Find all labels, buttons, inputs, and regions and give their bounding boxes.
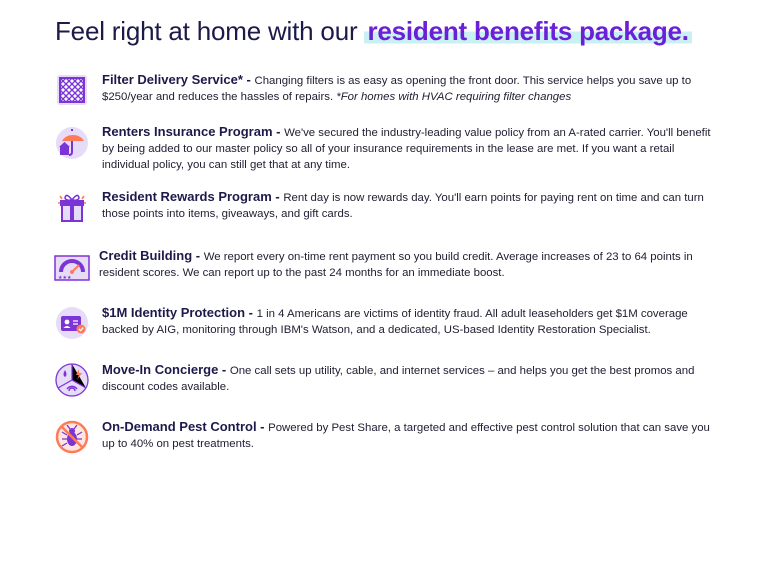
benefit-title: Move-In Concierge - [102, 362, 230, 377]
air-filter-icon [54, 72, 90, 108]
benefit-title: Filter Delivery Service* - [102, 72, 255, 87]
benefit-description: Powered by Pest Share, a targeted and effective pest control solution that can save you up to 40% on pest treatments. [102, 422, 710, 450]
benefit-text [102, 124, 722, 173]
headline-prefix: Feel right at home with our [55, 16, 365, 46]
benefit-text [99, 248, 719, 281]
umbrella-house-icon [54, 124, 90, 160]
benefit-footnote: *For homes with HVAC requiring filter changes [336, 91, 572, 103]
benefit-description: 1 in 4 Americans are victims of identity fraud. All adult leaseholders get $1M coverage backed by AIG, monitoring through IBM's Watson, and a dedicated, US-based Identity Restoration Specialist. [102, 308, 688, 336]
gift-icon [54, 189, 90, 225]
benefit-title: On-Demand Pest Control - [102, 419, 269, 434]
no-pests-icon [54, 419, 90, 455]
headline-highlight: resident benefits package. [364, 16, 691, 46]
benefit-text [102, 305, 722, 338]
benefit-title: $1M Identity Protection - [102, 305, 257, 320]
benefit-title: Resident Rewards Program - [102, 189, 284, 204]
benefit-description: Changing filters is as easy as opening the front door. This service helps you save up to $250/year and reduces the hassles of repairs. [102, 75, 692, 103]
benefit-text [102, 419, 722, 452]
benefit-title: Credit Building - [99, 248, 204, 263]
benefit-description: We report every on-time rent payment so you build credit. Average increases of 23 to 64 points in resident scores. We can report up to the past 24 months for an immediate boost. [99, 251, 693, 279]
credit-gauge-icon [54, 248, 90, 284]
identity-card-icon [54, 305, 90, 341]
benefit-description: We've secured the industry-leading value policy from an A-rated carrier. You'll benefit by being added to our master policy so all of your insurance requirements in the lease are met. If you want a retail individual policy, you can still get that at any time. [102, 127, 711, 171]
benefit-text [102, 72, 722, 105]
svg-text:★★★: ★★★ [58, 275, 72, 281]
utilities-icon [54, 362, 90, 398]
benefit-description: Rent day is now rewards day. You'll earn points for paying rent on time and can turn those points into items, giveaways, and gift cards. [102, 192, 704, 220]
benefit-title: Renters Insurance Program - [102, 124, 285, 139]
benefit-text [102, 362, 722, 395]
benefit-description: One call sets up utility, cable, and internet services – and helps you get the best promos and discount codes available. [102, 365, 695, 393]
benefit-text [102, 189, 722, 222]
page-headline [55, 16, 692, 47]
